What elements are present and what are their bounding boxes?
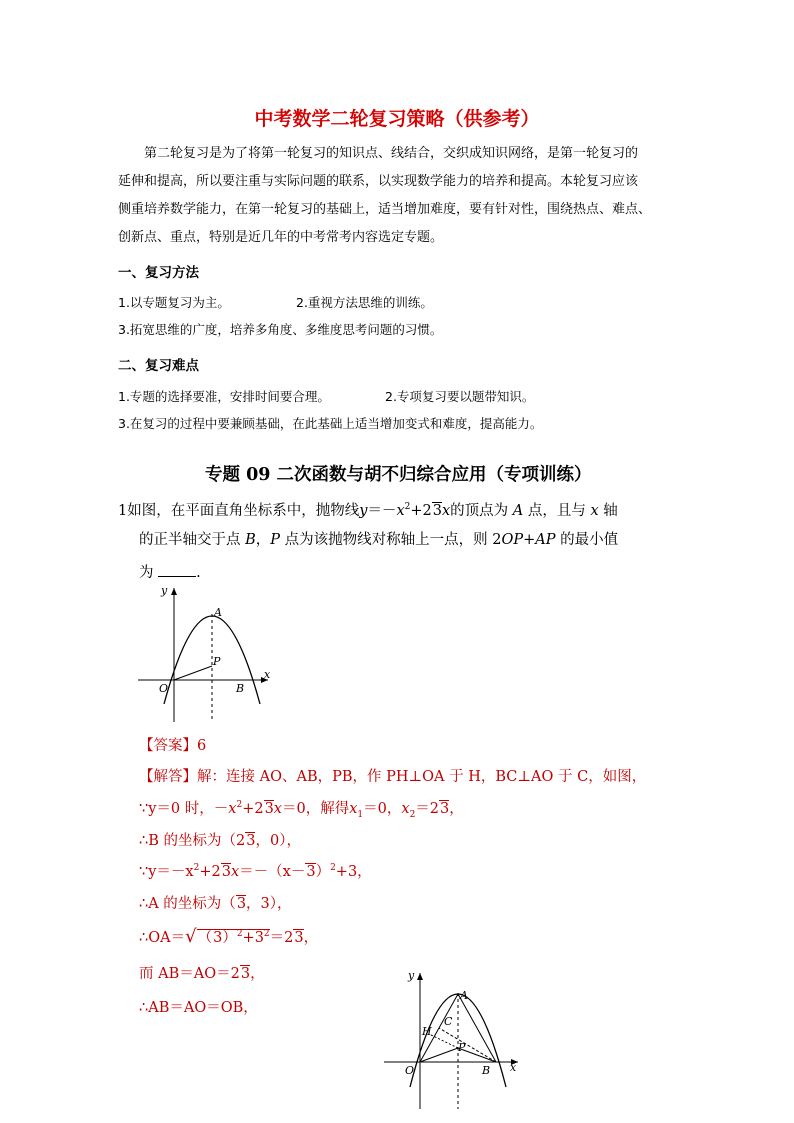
solution-line-6: $\therefore OA=√(3)^2+3^2=23$， [139,926,319,947]
section2-item2: 2.专项复习要以题带知识。 [385,389,535,404]
fig2-segment-PH [431,1035,458,1048]
question-text-2b: ， [255,532,271,548]
answer-label: 【答案】 [139,738,197,754]
fig1-label-x: x [264,668,271,681]
answer-blank [158,562,196,577]
solution-line-4: $\because y=-x^2+23x=-(x-3)^2+3$， [139,863,372,880]
solution-line-3: ∴B 的坐标为（23，0）， [139,833,301,849]
intro-line-1: 第二轮复习是为了将第一轮复习的知识点、线结合，交织成知识网络，是第一轮复习的 [144,146,639,161]
topic-heading: 专题 09 二次函数与胡不归综合应用（专项训练） [205,465,592,485]
question-text-1d: 轴 [603,502,618,519]
question-line-2: 的正半轴交于点 B，P 点为该抛物线对称轴上一点，则 2OP+AP 的最小值 [139,532,619,548]
question-line-3: 为 . [139,557,201,590]
intro-paragraph [118,140,678,252]
section1-item2: 2.重视方法思维的训练。 [296,295,433,310]
fig1-y-arrow [171,588,177,595]
figure-1-parabola [128,580,278,726]
fig2-label-O: O [405,1064,415,1077]
fig2-label-B: B [482,1064,491,1077]
answer-value: 6 [197,738,207,754]
page-title: 中考数学二轮复习策略（供参考） [254,108,540,130]
solution-label: 【解答】 [139,769,197,785]
fig2-segment-OP [420,1048,458,1062]
solution-text-3b: ，0）， [255,833,301,849]
solution-line-1 [139,765,646,786]
question-text-2c: 点为该抛物线对称轴上一点，则 [284,532,488,548]
fig2-label-P: P [458,1041,466,1054]
fig1-label-O: O [159,682,169,695]
intro-line-3: 侧重培养数学能力，在第一轮复习的基础上，适当增加难度，要有针对性，围绕热点、难点、 [118,202,652,217]
fig2-label-A: A [460,989,468,1002]
section2-item3: 3.在复习的过程中要兼顾基础，在此基础上适当增加变式和难度，提高能力。 [118,416,543,431]
fig1-label-A: A [214,606,222,619]
solution-text-1: 解：连接 AO、AB，PB，作 PH⊥OA 于 H，BC⊥AO 于 C，如图， [197,769,647,785]
intro-line-4: 创新点、重点，特别是近几年的中考常考内容选定专题。 [118,230,444,245]
fig1-label-y: y [161,584,168,597]
section2-heading: 二、复习难点 [118,358,199,374]
fig1-parabola-curve [164,616,260,704]
solution-text-3a: ∴B 的坐标为（ [139,833,236,849]
solution-text-7b: ， [250,966,265,982]
answer-line [139,734,206,755]
question-number: 1 [118,502,128,519]
fig1-segment-OP [174,666,212,680]
question-text-1c: 点，且与 [527,502,586,519]
figure-2-parabola [376,963,526,1113]
solution-text-4b: ＝－（x－ [239,864,306,880]
fig2-y-arrow [417,973,423,980]
solution-text-7a: 而 AB＝AO＝ [139,966,231,982]
question-text-2: 的正半轴交于点 [139,532,241,548]
solution-line-2: ∵y＝0 时，$-x^2+23x=0$，解得$x_1=0$，$x_2=23$， [139,800,464,820]
fig2-label-H: H [422,1025,432,1038]
section1-heading: 一、复习方法 [118,265,199,281]
section2-item1: 1.专题的选择要准，安排时间要合理。 [118,389,330,404]
solution-text-6a: ∴OA＝ [139,930,186,946]
question-text-1b: 的顶点为 [450,502,509,519]
question-text-2d: 的最小值 [560,532,619,548]
fig1-label-B: B [236,682,245,695]
fig2-segment-BC [439,1028,496,1062]
solution-line-7: 而 AB＝AO＝23， [139,966,265,982]
intro-line-2: 延伸和提高，所以要注重与实际问题的联系，以实现数学能力的培养和提高。本轮复习应该 [118,174,639,189]
question-text-3: 为 [139,565,154,581]
section1-item3: 3.拓宽思维的广度，培养多角度、多维度思考问题的习惯。 [118,322,443,337]
fig2-label-C: C [444,1015,453,1028]
fig1-label-P: P [213,655,221,668]
solution-text-4a: ∵y＝－x [139,864,194,880]
solution-text-4c: ） [315,864,331,880]
solution-line-8: ∴AB＝AO＝OB， [139,1000,258,1016]
question-line-1: 1如图，在平面直角坐标系中，抛物线$y=-x^2+23x$的顶点为 A 点，且与 x 轴 [118,502,618,519]
solution-text-2b: ，解得 [305,801,350,817]
fig2-label-x: x [510,1061,517,1074]
solution-text-5a: ∴A 的坐标为（ [139,896,236,912]
solution-text-2a: ∵y＝0 时， [139,801,214,817]
fig2-label-y: y [408,969,415,982]
question-text-1a: 如图，在平面直角坐标系中，抛物线 [127,502,360,519]
solution-text-5b: ，3）， [246,896,292,912]
solution-text-4d: +3， [335,864,372,880]
section1-item1: 1.以专题复习为主。 [118,295,230,310]
solution-line-5: ∴A 的坐标为（3，3）， [139,896,292,912]
